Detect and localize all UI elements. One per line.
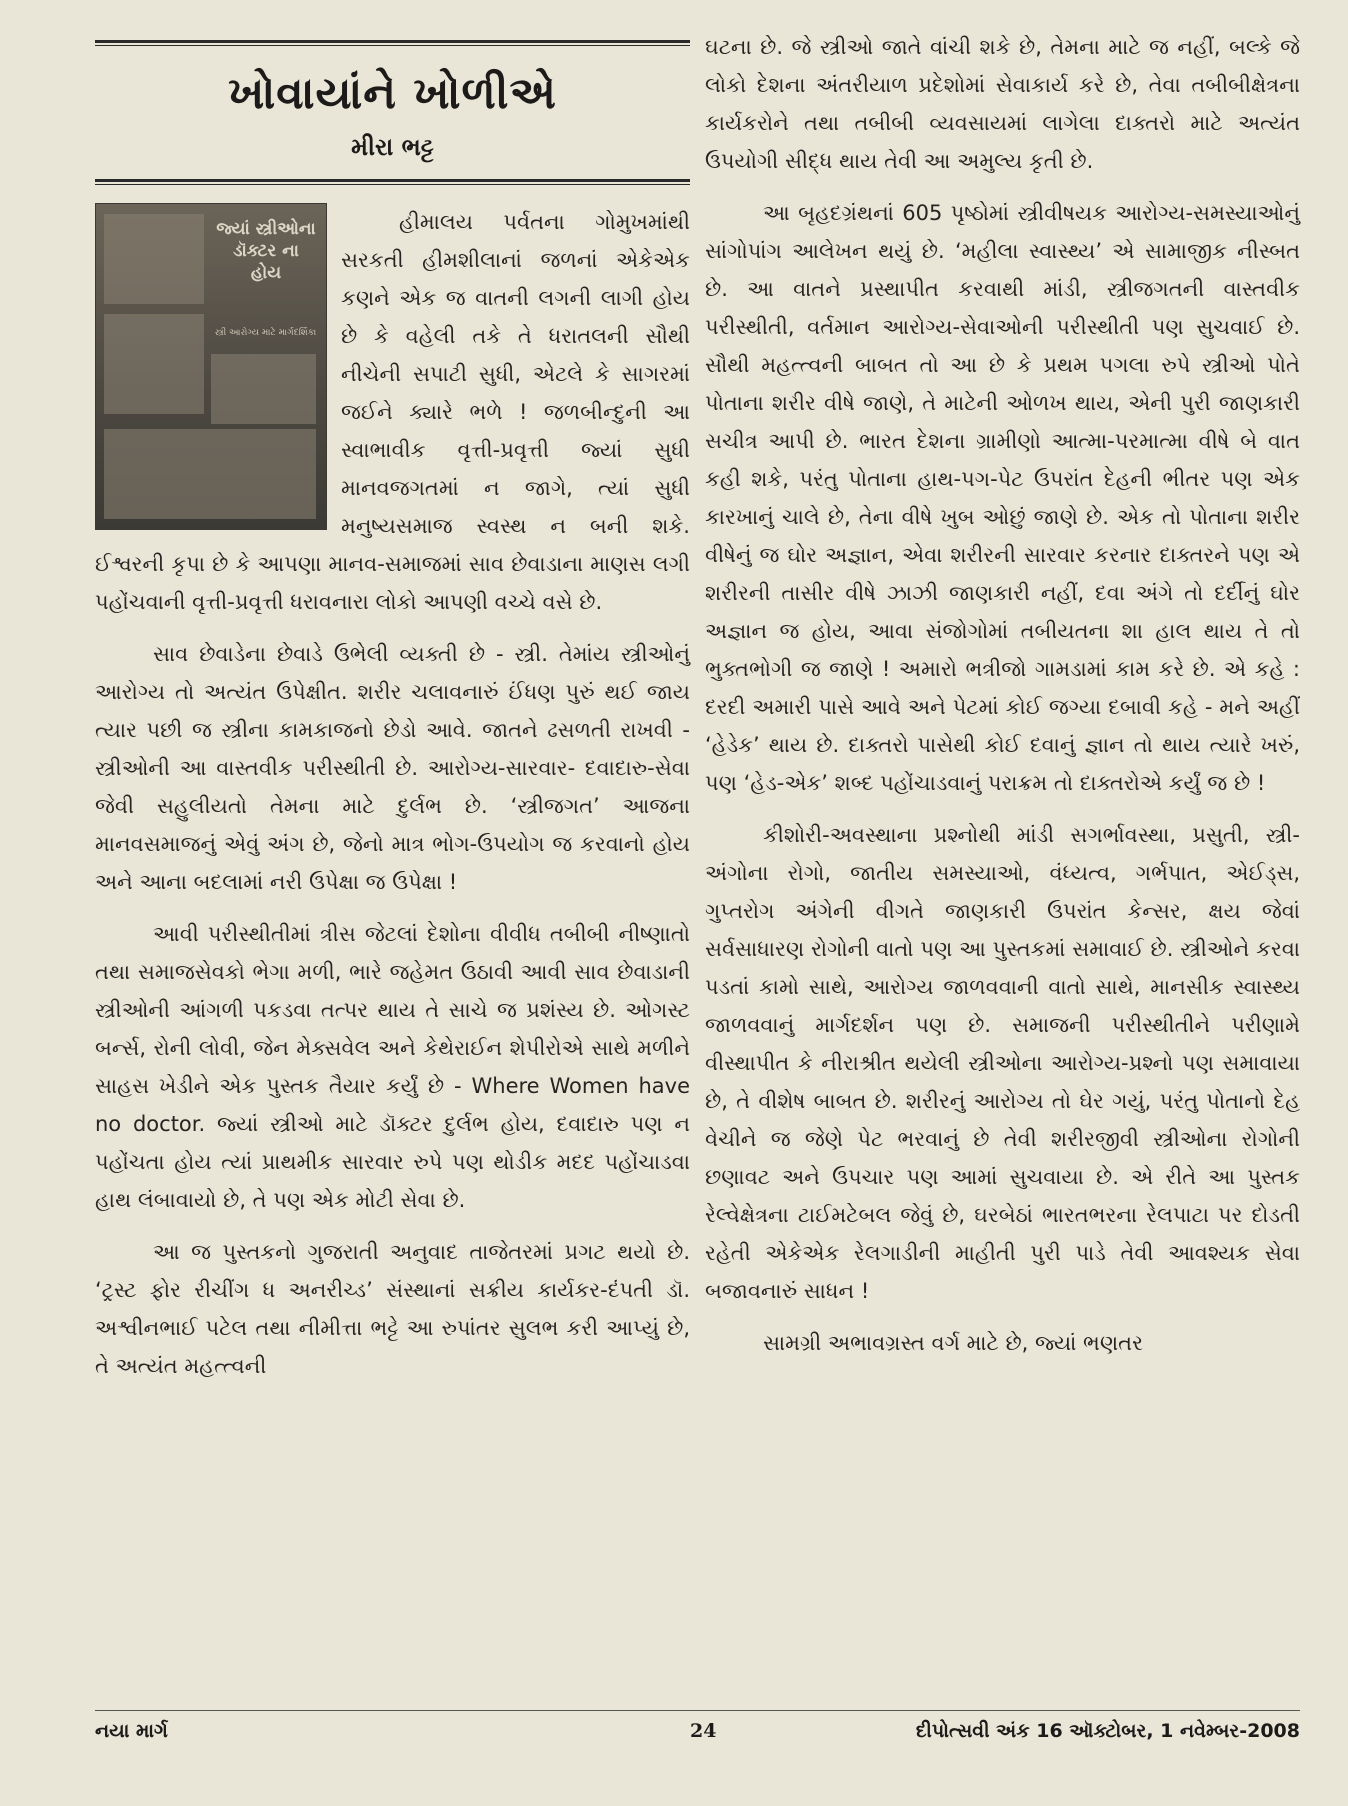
- paragraph: હીમાલય પર્વતના ગોમુખમાંથી સરકતી હીમશીલાનાં જળનાં એકેએક કણને એક જ વાતની લગની લાગી હોય છે કે વહેલી તકે તે ધરાતલની સૌથી નીચેની સપાટી સુધી, એટલે કે સાગરમાં જઈને ક્યારે ભળે ! જળબીન્દુની આ સ્વાભાવીક વૃત્તી-પ્રવૃત્તી જ્યાં સુધી માનવજગતમાં ન જાગે, ત્યાં સુધી મનુષ્યસમાજ સ્વસ્થ ન બની શકે. ઈશ્વરની કૃપા છે કે આપણા માનવ-સમાજમાં સાવ છેવાડાના માણસ લગી પહોંચવાની વૃત્તી-પ્રવૃત્તી ધરાવનારા લોકો આપણી વચ્ચે વસે છે.: [95, 210, 690, 614]
- paragraph: સાવ છેવાડેના છેવાડે ઉભેલી વ્યક્તી છે - સ્ત્રી. તેમાંય સ્ત્રીઓનું આરોગ્ય તો અત્યંત ઉપેક્ષીત. શરીર ચલાવનારું ઈંધણ પુરું થઈ જાય ત્યાર પછી જ સ્ત્રીના કામકાજનો છેડો આવે. જાતને ઢસળતી રાખવી - સ્ત્રીઓની આ વાસ્તવીક પરીસ્થીતી છે. આરોગ્ય-સારવાર- દવાદારુ-સેવા જેવી સહુલીયતો તેમના માટે દુર્લભ છે. ‘સ્ત્રીજગત’ આજના માનવસમાજનું એવું અંગ છે, જેનો માત્ર ભોગ-ઉપયોગ જ કરવાનો હોય અને આના બદલામાં નરી ઉપેક્ષા જ ઉપેક્ષા !: [95, 642, 690, 894]
- footer-rule: [95, 1710, 1300, 1711]
- magazine-name: નયા માર્ગ: [95, 1720, 168, 1742]
- top-rule: [95, 40, 690, 43]
- book-cover-image: [95, 203, 327, 530]
- paragraph: આવી પરીસ્થીતીમાં ત્રીસ જેટલાં દેશોના વીવીધ તબીબી નીષ્ણાતો તથા સમાજસેવકો ભેગા મળી, ભારે જહેમત ઉઠાવી આવી સાવ છેવાડાની સ્ત્રીઓની આંગળી પકડવા તત્પર થાય તે સાચે જ પ્રશંસ્ય છે. ઓગસ્ટ બર્ન્સ, રોની લોવી, જેન મેક્સવેલ અને કેથેરાઈન શેપીરોએ સાથે મળીને સાહસ ખેડીને એક પુસ્તક તૈયાર કર્યું છે - Where Women have no doctor. જ્યાં સ્ત્રીઓ માટે ડૉક્ટર દુર્લભ હોય, દવાદારુ પણ ન પહોંચતા હોય ત્યાં પ્રાથમીક સારવાર રુપે પણ થોડીક મદદ પહોંચાડવા હાથ લંબાવાયો છે, તે પણ એક મોટી સેવા છે.: [95, 922, 690, 1212]
- page-footer: [95, 1720, 1300, 1750]
- cover-photo-panel: [104, 214, 204, 304]
- article-title: ખોવાયાંને ખોળીએ: [228, 68, 557, 119]
- cover-title: જ્યાં સ્ત્રીઓના ડૉક્ટર ના હોય: [216, 219, 316, 283]
- header-rule-thin: [95, 184, 690, 185]
- cover-photo-panel: [104, 314, 204, 414]
- cover-photo-panel: [104, 429, 316, 519]
- cover-photo-panel: [211, 354, 316, 424]
- article-author: મીરા ભટ્ટ: [351, 133, 434, 161]
- paragraph: ઘટના છે. જે સ્ત્રીઓ જાતે વાંચી શકે છે, તેમના માટે જ નહીં, બલ્કે જે લોકો દેશના અંતરીયાળ પ્રદેશોમાં સેવાકાર્ય કરે છે, તેવા તબીબીક્ષેત્રના કાર્યકરોને તથા તબીબી વ્યવસાયમાં લાગેલા દાક્તરો માટે અત્યંત ઉપયોગી સીદ્ધ થાય તેવી આ અમુલ્ય કૃતી છે.: [705, 35, 1300, 173]
- page-number: 24: [690, 1720, 717, 1742]
- paragraph: કીશોરી-અવસ્થાના પ્રશ્નોથી માંડી સગર્ભાવસ્થા, પ્રસુતી, સ્ત્રી-અંગોના રોગો, જાતીય સમસ્યાઓ, વંધ્યત્વ, ગર્ભપાત, એઈડ્સ, ગુપ્તરોગ અંગેની વીગતે જાણકારી ઉપરાંત કેન્સર, ક્ષય જેવાં સર્વસાધારણ રોગોની વાતો પણ આ પુસ્તકમાં સમાવાઈ છે. સ્ત્રીઓને કરવા પડતાં કામો સાથે, આરોગ્ય જાળવવાની વાતો સાથે, માનસીક સ્વાસ્થ્ય જાળવવાનું માર્ગદર્શન પણ છે. સમાજની પરીસ્થીતીને પરીણામે વીસ્થાપીત કે નીરાશ્રીત થયેલી સ્ત્રીઓના આરોગ્ય-પ્રશ્નો પણ સમાવાયા છે, તે વીશેષ બાબત છે. શરીરનું આરોગ્ય તો ઘેર ગયું, પરંતુ પોતાનો દેહ વેચીને જ જેણે પેટ ભરવાનું છે તેવી શરીરજીવી સ્ત્રીઓના રોગોની છણાવટ અને ઉપચાર પણ આમાં સુચવાયા છે. એ રીતે આ પુસ્તક રેલ્વેક્ષેત્રના ટાઈમટેબલ જેવું છે, ઘરબેઠાં ભારતભરના રેલપાટા પર દોડતી રહેતી એકેએક રેલગાડીની માહીતી પુરી પાડે તેવી આવશ્યક સેવા બજાવનારું સાધન !: [705, 823, 1300, 1303]
- paragraph: સામગ્રી અભાવગ્રસ્ત વર્ગ માટે છે, જ્યાં ભણતર: [763, 1331, 1143, 1355]
- paragraph: આ બૃહદગ્રંથનાં 605 પૃષ્ઠોમાં સ્ત્રીવીષયક આરોગ્ય-સમસ્યાઓનું સાંગોપાંગ આલેખન થયું છે. ‘મહીલા સ્વાસ્થ્ય’ એ સામાજીક નીસ્બત છે. આ વાતને પ્રસ્થાપીત કરવાથી માંડી, સ્ત્રીજગતની વાસ્તવીક પરીસ્થીતી, વર્તમાન આરોગ્ય-સેવાઓની પરીસ્થીતી પણ સુચવાઈ છે. સૌથી મહત્ત્વની બાબત તો આ છે કે પ્રથમ પગલા રુપે સ્ત્રીઓ પોતે પોતાના શરીર વીષે જાણે, તે માટેની ઓળખ થાય, એની પુરી જાણકારી સચીત્ર આપી છે. ભારત દેશના ગ્રામીણો આત્મા-પરમાત્મા વીષે બે વાત કહી શકે, પરંતુ પોતાના હાથ-પગ-પેટ ઉપરાંત દેહની ભીતર પણ એક કારખાનું ચાલે છે, તેના વીષે ખુબ ઓછું જાણે છે. એક તો પોતાના શરીર વીષેનું જ ઘોર અજ્ઞાન, એવા શરીરની સારવાર કરનાર દાક્તરને પણ એ શરીરની તાસીર વીષે ઝાઝી જાણકારી નહીં, દવા અંગે તો દર્દીનું ઘોર અજ્ઞાન જ હોય, આવા સંજોગોમાં તબીયતના શા હાલ થાય તે તો ભુક્તભોગી જ જાણે ! અમારો ભત્રીજો ગામડામાં કામ કરે છે. એ કહે : દરદી અમારી પાસે આવે અને પેટમાં કોઈ જગ્યા દબાવી કહે - મને અહીં ‘હેડેક’ થાય છે. દાક્તરો પાસેથી કોઈ દવાનું જ્ઞાન તો થાય ત્યારે ખરું, પણ ‘હેડ-એક’ શબ્દ પહોંચાડવાનું પરાક્રમ તો દાક્તરોએ કર્યું જ છે !: [705, 201, 1300, 795]
- right-column: [705, 28, 1300, 1362]
- left-column: [95, 40, 690, 1385]
- cover-subtitle: સ્ત્રી આરોગ્ય માટે માર્ગદર્શિકા: [214, 328, 317, 338]
- top-rule-thin: [95, 45, 690, 46]
- header-rule: [95, 179, 690, 182]
- paragraph: આ જ પુસ્તકનો ગુજરાતી અનુવાદ તાજેતરમાં પ્રગટ થયો છે. ‘ટ્રસ્ટ ફોર રીચીંગ ધ અનરીચ્ડ’ સંસ્થાનાં સક્રીય કાર્યકર-દંપતી ડૉ. અશ્વીનભાઈ પટેલ તથા નીમીત્તા ભટ્ટે આ રુપાંતર સુલભ કરી આપ્યું છે, તે અત્યંત મહત્ત્વની: [95, 1240, 690, 1378]
- issue-info: દીપોત્સવી અંક 16 ઑક્ટોબર, 1 નવેમ્બર-2008: [915, 1720, 1300, 1742]
